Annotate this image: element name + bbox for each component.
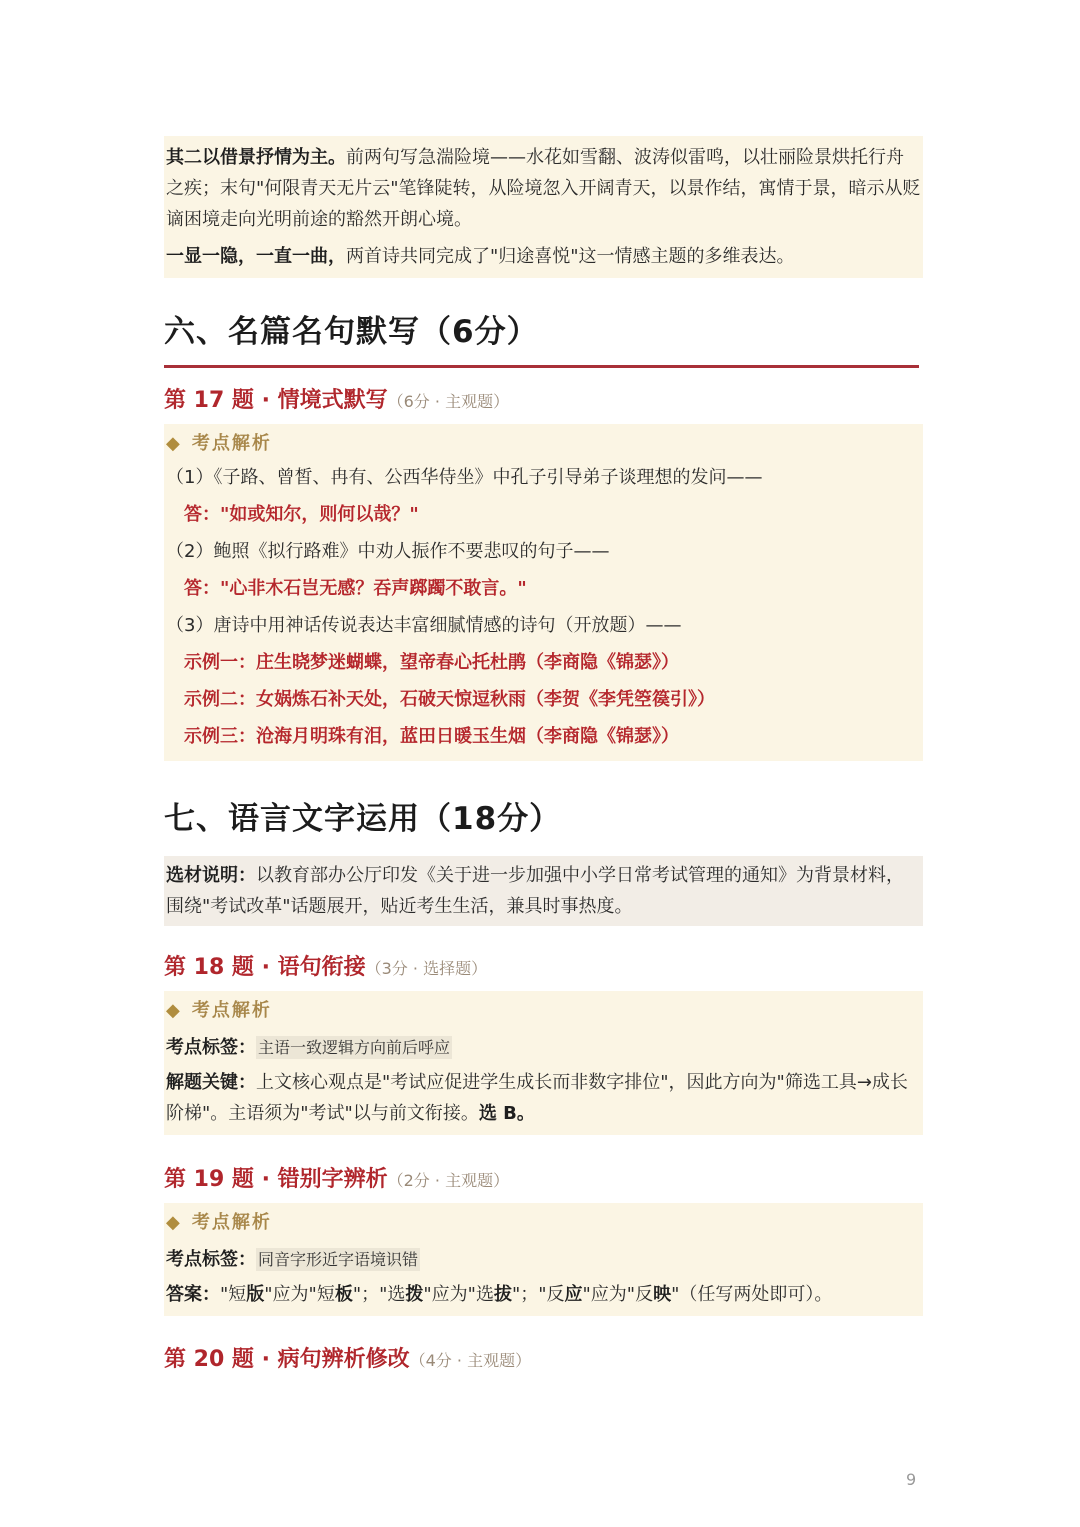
question-meta: （2分 · 主观题） bbox=[387, 1171, 510, 1190]
key-point-label: 考点解析 bbox=[191, 1212, 272, 1233]
key-point-header bbox=[166, 428, 921, 459]
material-label: 选材说明： bbox=[166, 865, 256, 886]
paragraph-text: 前两句写急湍险境——水花如雪翻、波涛似雷鸣，以壮丽险景烘托行舟之疾；末句"何限青天无片云"笔锋陡转，从险境忽入开阔青天，以景作结，寓情于景，暗示从贬谪困境走向光明前途的豁然开朗心境。 bbox=[166, 147, 921, 230]
answer-char: 拔 bbox=[493, 1284, 512, 1305]
dictation-item: （1）《子路、曾皙、冉有、公西华侍坐》中孔子引导弟子谈理想的发问—— bbox=[166, 467, 763, 488]
diamond-icon: ◆ bbox=[166, 1212, 182, 1233]
tag-chip: 同音字形近字语境识错 bbox=[258, 1250, 419, 1269]
tag-line bbox=[166, 1032, 921, 1063]
tag-label: 考点标签： bbox=[166, 1249, 256, 1270]
answer-text: "；"反 bbox=[511, 1284, 565, 1305]
example-text: 女娲炼石补天处，石破天惊逗秋雨（李贺《李凭箜篌引》） bbox=[256, 689, 715, 710]
material-text: 以教育部办公厅印发《关于进一步加强中小学日常考试管理的通知》为背景材料，围绕"考试改革"话题展开，贴近考生生活，兼具时事热度。 bbox=[166, 865, 904, 917]
page-number: 9 bbox=[906, 1470, 917, 1489]
key-point-box bbox=[164, 1203, 923, 1316]
answer-label: 答案： bbox=[166, 1284, 220, 1305]
answer-char: 板 bbox=[334, 1284, 353, 1305]
tag-line bbox=[166, 1244, 921, 1275]
bold-lead: 一显一隐，一直一曲， bbox=[166, 246, 346, 267]
diamond-icon: ◆ bbox=[166, 1000, 182, 1021]
key-point-label: 考点解析 bbox=[191, 1000, 272, 1021]
example-text: 庄生晓梦迷蝴蝶，望帝春心托杜鹃（李商隐《锦瑟》） bbox=[256, 652, 679, 673]
key-label: 解题关键： bbox=[166, 1072, 256, 1093]
dictation-item: （2）鲍照《拟行路难》中劝人振作不要悲叹的句子—— bbox=[166, 541, 610, 562]
question-title bbox=[164, 383, 509, 414]
question-title-text: 第 17 题 · 情境式默写 bbox=[164, 388, 388, 413]
dictation-answer: 答："心非木石岂无感？吞声踯躅不敢言。" bbox=[184, 578, 527, 599]
answer-text: "（任写两处即可）。 bbox=[671, 1284, 833, 1305]
diamond-icon: ◆ bbox=[166, 433, 182, 454]
question-title bbox=[164, 950, 487, 981]
solution-key bbox=[166, 1067, 921, 1129]
question-meta: （6分 · 主观题） bbox=[387, 392, 510, 411]
key-answer: 选 B。 bbox=[478, 1103, 535, 1124]
answer-char: 版 bbox=[246, 1284, 265, 1305]
answer-text: "；"选 bbox=[352, 1284, 406, 1305]
bold-lead: 其二以借景抒情为主。 bbox=[166, 147, 346, 168]
question-title-text: 第 19 题 · 错别字辨析 bbox=[164, 1167, 388, 1192]
question-title-text: 第 20 题 · 病句辨析修改 bbox=[164, 1347, 410, 1372]
paragraph-text: 两首诗共同完成了"归途喜悦"这一情感主题的多维表达。 bbox=[346, 246, 795, 267]
tag-label: 考点标签： bbox=[166, 1037, 256, 1058]
dictation-item: （3）唐诗中用神话传说表达丰富细腻情感的诗句（开放题）—— bbox=[166, 615, 682, 636]
example-text: 沧海月明珠有泪，蓝田日暖玉生烟（李商隐《锦瑟》） bbox=[256, 726, 679, 747]
dictation-answer: 答："如或知尔，则何以哉？" bbox=[184, 504, 419, 525]
question-meta: （4分 · 主观题） bbox=[409, 1351, 532, 1370]
material-box bbox=[164, 856, 923, 926]
key-point-box bbox=[164, 424, 923, 761]
answer-text: "短 bbox=[220, 1284, 247, 1305]
example-label: 示例三： bbox=[184, 726, 256, 747]
key-point-header bbox=[166, 995, 921, 1026]
example-line bbox=[166, 681, 921, 718]
key-point-header bbox=[166, 1207, 921, 1238]
paragraph bbox=[166, 142, 921, 235]
answer-line bbox=[166, 1279, 921, 1310]
example-label: 示例一： bbox=[184, 652, 256, 673]
question-title-text: 第 18 题 · 语句衔接 bbox=[164, 955, 366, 980]
question-meta: （3分 · 选择题） bbox=[365, 959, 488, 978]
answer-text: "应为"短 bbox=[264, 1284, 335, 1305]
section-heading: 六、名篇名句默写（6分） bbox=[164, 306, 919, 368]
example-line bbox=[166, 644, 921, 681]
section-heading: 七、语言文字运用（18分） bbox=[164, 801, 562, 837]
question-title bbox=[164, 1342, 531, 1373]
key-point-box bbox=[164, 991, 923, 1135]
answer-char: 映 bbox=[653, 1284, 672, 1305]
answer-text: "应为"反 bbox=[582, 1284, 654, 1305]
example-label: 示例二： bbox=[184, 689, 256, 710]
tag-chip: 主语一致逻辑方向前后呼应 bbox=[258, 1038, 451, 1057]
example-line bbox=[166, 718, 921, 755]
analysis-box bbox=[164, 136, 923, 278]
key-point-label: 考点解析 bbox=[191, 433, 272, 454]
answer-char: 应 bbox=[564, 1284, 583, 1305]
key-text: 上文核心观点是"考试应促进学生成长而非数字排位"，因此方向为"筛选工具→成长阶梯"。主语须为"考试"以与前文衔接。 bbox=[166, 1072, 908, 1124]
answer-text: "应为"选 bbox=[423, 1284, 494, 1305]
answer-char: 拨 bbox=[405, 1284, 424, 1305]
question-title bbox=[164, 1162, 509, 1193]
paragraph bbox=[166, 241, 921, 272]
